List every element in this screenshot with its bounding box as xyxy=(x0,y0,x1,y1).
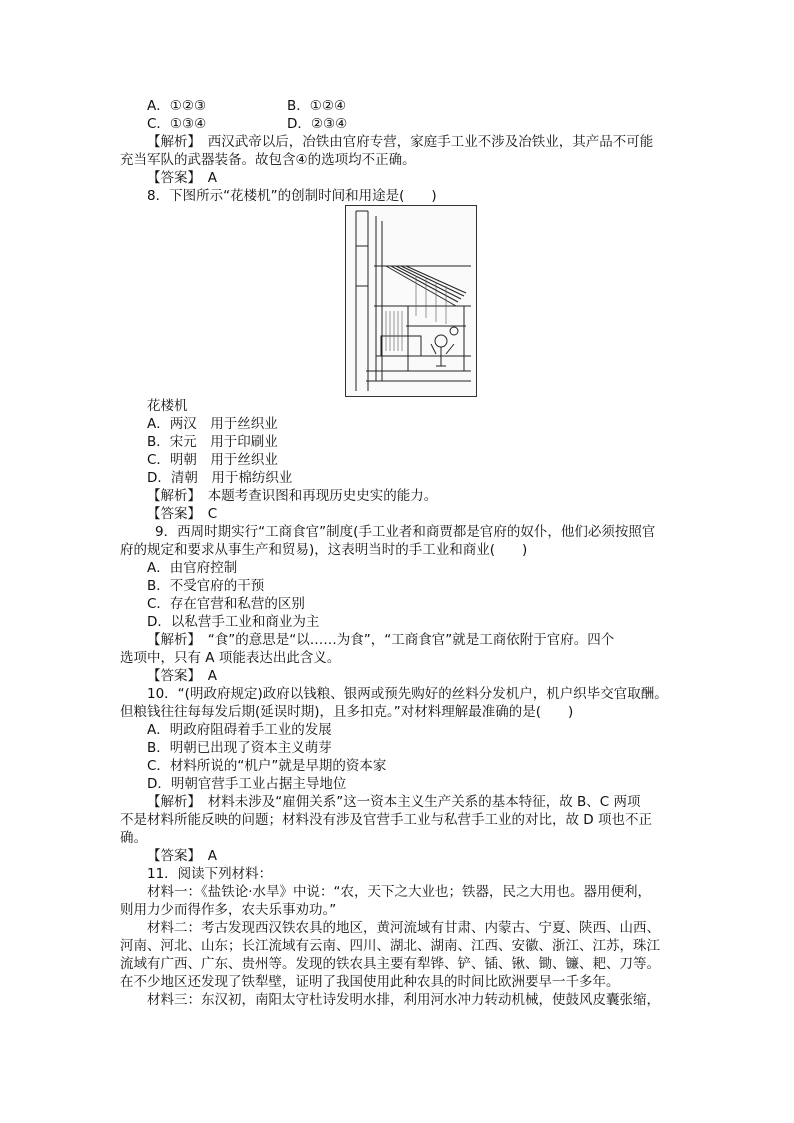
q11-stem: 11．阅读下列材料： xyxy=(147,866,273,882)
q7-option-d: D．②③④ xyxy=(287,116,348,132)
q9-option-d: D．以私营手工业和商业为主 xyxy=(147,614,320,630)
q8-option-d: D．清朝 用于棉纺织业 xyxy=(147,470,293,486)
q10-option-c: C．材料所说的“机户”就是早期的资本家 xyxy=(147,758,387,774)
q10-option-b: B．明朝已出现了资本主义萌芽 xyxy=(147,740,332,756)
q10-option-d: D．明朝官营手工业占据主导地位 xyxy=(147,776,347,792)
q7-explanation-line2: 充当军队的武器装备。故包含④的选项均不正确。 xyxy=(120,152,416,168)
q7-answer: 【答案】 A xyxy=(147,170,217,186)
material2-line2: 河南、河北、山东；长江流域有云南、四川、湖北、湖南、江西、安徽、浙江、江苏，珠江 xyxy=(120,938,660,954)
material3-line1: 材料三：东汉初，南阳太守杜诗发明水排，利用河水冲力转动机械，使鼓风皮囊张缩， xyxy=(147,992,660,1008)
material2-line4: 在不少地区还发现了铁犁壁，证明了我国使用此种农具的时间比欧洲要早一千多年。 xyxy=(120,974,620,990)
q7-option-a: A．①②③ xyxy=(147,98,207,114)
q8-option-a: A．两汉 用于丝织业 xyxy=(147,416,278,432)
q8-option-b: B．宋元 用于印刷业 xyxy=(147,434,278,450)
q8-stem: 8．下图所示“花楼机”的创制时间和用途是( ) xyxy=(147,188,437,204)
q9-explanation-line2: 选项中，只有 A 项能表达出此含义。 xyxy=(120,650,341,666)
q10-answer: 【答案】 A xyxy=(147,848,217,864)
q7-explanation-line1: 【解析】 西汉武帝以后，冶铁由官府专营，家庭手工业不涉及冶铁业，其产品不可能 xyxy=(147,134,654,150)
q10-stem-line2: 但粮钱往往每每发后期(延误时期)，且多扣克。”对材料理解最准确的是( ) xyxy=(120,704,574,720)
q7-option-c: C．①③④ xyxy=(147,116,207,132)
q10-option-a: A．明政府阻碍着手工业的发展 xyxy=(147,722,332,738)
material2-line1: 材料二：考古发现西汉铁农具的地区，黄河流域有甘肃、内蒙古、宁夏、陕西、山西、 xyxy=(147,920,660,936)
material1-line1: 材料一：《盐铁论·水旱》中说：“农，天下之大业也；铁器，民之大用也。器用便利， xyxy=(147,884,652,900)
loom-illustration xyxy=(345,205,477,397)
q10-explanation-line1: 【解析】 材料未涉及“雇佣关系”这一资本主义生产关系的基本特征，故 B、C 两项 xyxy=(147,794,641,810)
q8-explanation: 【解析】 本题考查识图和再现历史史实的能力。 xyxy=(147,488,438,504)
q10-explanation-line3: 确。 xyxy=(120,830,147,846)
q7-options-row1 xyxy=(0,97,794,115)
q8-option-c: C．明朝 用于丝织业 xyxy=(147,452,278,468)
q9-stem-line1: 9．西周时期实行“工商食官”制度(手工业者和商贾都是官府的奴仆，他们必须按照官 xyxy=(155,524,656,540)
q9-option-b: B．不受官府的干预 xyxy=(147,578,265,594)
material2-line3: 流域有广西、广东、贵州等。发现的铁农具主要有犁铧、铲、锸、锹、锄、镰、耙、刀等。 xyxy=(120,956,660,972)
q9-option-a: A．由官府控制 xyxy=(147,560,238,576)
q9-answer: 【答案】 A xyxy=(147,668,217,684)
q8-answer: 【答案】 C xyxy=(147,506,218,522)
q9-explanation-line1: 【解析】 “食”的意思是“以……为食”，“工商食官”就是工商依附于官府。四个 xyxy=(147,632,615,648)
q10-stem-line1: 10．“(明政府规定)政府以钱粮、银两或预先购好的丝料分发机户，机户织毕交官取酬。 xyxy=(147,686,668,702)
q8-figure-caption: 花楼机 xyxy=(147,398,188,414)
loom-drawing xyxy=(346,206,476,396)
q7-options-row2 xyxy=(0,115,794,133)
q7-option-b: B．①②④ xyxy=(287,98,347,114)
material1-line2: 则用力少而得作多，农夫乐事劝功。” xyxy=(120,902,337,918)
q9-stem-line2: 府的规定和要求从事生产和贸易)，这表明当时的手工业和商业( ) xyxy=(120,542,528,558)
q9-option-c: C．存在官营和私营的区别 xyxy=(147,596,305,612)
q10-explanation-line2: 不是材料所能反映的问题；材料没有涉及官营手工业与私营手工业的对比，故 D 项也不正 xyxy=(120,812,652,828)
